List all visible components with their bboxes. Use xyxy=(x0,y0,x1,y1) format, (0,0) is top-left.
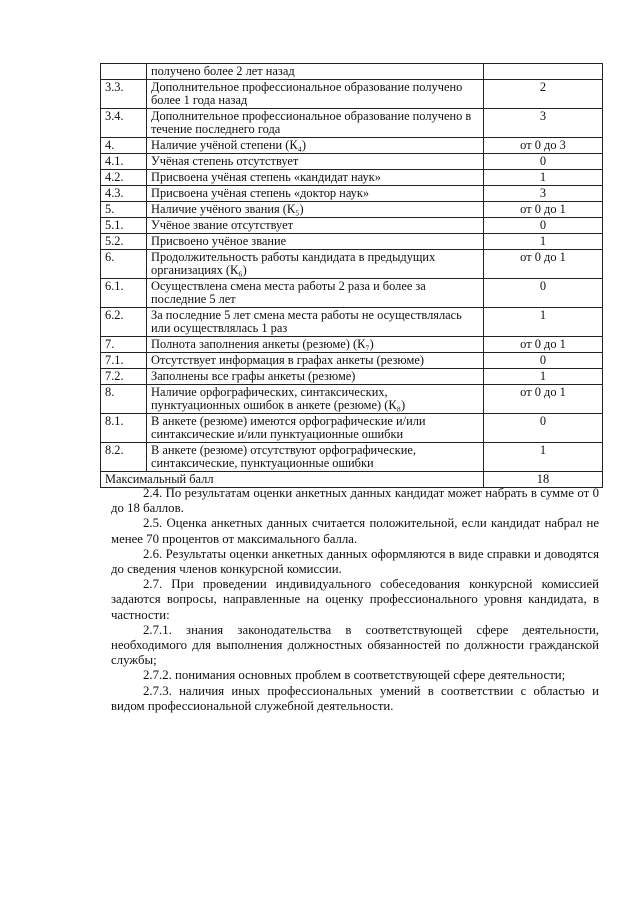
row-number: 5.2. xyxy=(101,234,147,250)
table-row xyxy=(101,138,603,154)
row-criterion: За последние 5 лет смена места работы не осуществлялась или осуществлялась 1 раз xyxy=(147,308,484,337)
row-criterion: Заполнены все графы анкеты (резюме) xyxy=(147,369,484,385)
table-row xyxy=(101,234,603,250)
row-criterion: Дополнительное профессиональное образование получено более 1 года назад xyxy=(147,80,484,109)
table-row xyxy=(101,443,603,472)
row-number: 6.1. xyxy=(101,279,147,308)
table-body xyxy=(101,64,603,488)
row-score: 0 xyxy=(484,218,603,234)
table-row xyxy=(101,353,603,369)
table-row xyxy=(101,218,603,234)
row-number: 8.1. xyxy=(101,414,147,443)
row-number: 8.2. xyxy=(101,443,147,472)
row-number: 6.2. xyxy=(101,308,147,337)
row-criterion: Продолжительность работы кандидата в предыдущих организациях (К₆) xyxy=(147,250,484,279)
row-number: 5. xyxy=(101,202,147,218)
row-score: 1 xyxy=(484,369,603,385)
table-row xyxy=(101,308,603,337)
row-criterion: В анкете (резюме) отсутствуют орфографические, синтаксические, пунктуационные ошибки xyxy=(147,443,484,472)
row-score: от 0 до 1 xyxy=(484,250,603,279)
row-criterion: Присвоено учёное звание xyxy=(147,234,484,250)
table-row xyxy=(101,369,603,385)
row-score: от 0 до 1 xyxy=(484,202,603,218)
row-score: 0 xyxy=(484,279,603,308)
paragraph-2-7-1: 2.7.1. знания законодательства в соответствующей сфере деятельности, необходимого для выполнения должностных обязанностей по должности гражданской службы; xyxy=(111,622,599,668)
paragraph-2-7: 2.7. При проведении индивидуального собеседования конкурсной комиссией задаются вопросы, направленные на оценку профессионального уровня кандидата, в частности: xyxy=(111,577,599,622)
row-criterion: получено более 2 лет назад xyxy=(147,64,484,80)
row-criterion: Присвоена учёная степень «кандидат наук» xyxy=(147,170,484,186)
row-number: 7.1. xyxy=(101,353,147,369)
row-score: 0 xyxy=(484,414,603,443)
row-criterion: В анкете (резюме) имеются орфографические и/или синтаксические и/или пунктуационные ошибки xyxy=(147,414,484,443)
row-criterion: Осуществлена смена места работы 2 раза и более за последние 5 лет xyxy=(147,279,484,308)
row-score: от 0 до 3 xyxy=(484,138,603,154)
row-score: 1 xyxy=(484,170,603,186)
row-score: 3 xyxy=(484,109,603,138)
row-score: от 0 до 1 xyxy=(484,337,603,353)
row-number: 4.2. xyxy=(101,170,147,186)
table-row xyxy=(101,186,603,202)
row-score: 0 xyxy=(484,353,603,369)
row-number: 4.1. xyxy=(101,154,147,170)
row-number: 8. xyxy=(101,385,147,414)
row-score: от 0 до 1 xyxy=(484,385,603,414)
total-label: Максимальный балл xyxy=(101,472,484,488)
row-number: 4. xyxy=(101,138,147,154)
row-number: 7.2. xyxy=(101,369,147,385)
table-row xyxy=(101,170,603,186)
paragraph-2-7-2: 2.7.2. понимания основных проблем в соответствующей сфере деятельности; xyxy=(143,668,566,683)
table-row xyxy=(101,109,603,138)
paragraph-2-5: 2.5. Оценка анкетных данных считается положительной, если кандидат набрал не менее 70 процентов от максимального балла. xyxy=(111,516,599,546)
table-row xyxy=(101,385,603,414)
paragraph-2-7-3: 2.7.3. наличия иных профессиональных умений в соответствии с областью и видом профессиональной служебной деятельности. xyxy=(111,683,599,713)
table-row xyxy=(101,414,603,443)
row-number: 3.4. xyxy=(101,109,147,138)
row-criterion: Присвоена учёная степень «доктор наук» xyxy=(147,186,484,202)
paragraph-2-4: 2.4. По результатам оценки анкетных данных кандидат может набрать в сумме от 0 до 18 баллов. xyxy=(111,486,599,516)
row-score: 1 xyxy=(484,443,603,472)
row-criterion: Учёная степень отсутствует xyxy=(147,154,484,170)
table-row xyxy=(101,64,603,80)
row-criterion: Отсутствует информация в графах анкеты (резюме) xyxy=(147,353,484,369)
body-text xyxy=(111,486,599,714)
row-number: 6. xyxy=(101,250,147,279)
row-criterion: Учёное звание отсутствует xyxy=(147,218,484,234)
table-row xyxy=(101,80,603,109)
table-row xyxy=(101,250,603,279)
row-score xyxy=(484,64,603,80)
row-number: 7. xyxy=(101,337,147,353)
row-number: 5.1. xyxy=(101,218,147,234)
paragraph-2-6: 2.6. Результаты оценки анкетных данных оформляются в виде справки и доводятся до сведения членов конкурсной комиссии. xyxy=(111,546,599,577)
row-criterion: Полнота заполнения анкеты (резюме) (К₇) xyxy=(147,337,484,353)
row-criterion: Дополнительное профессиональное образование получено в течение последнего года xyxy=(147,109,484,138)
table-row xyxy=(101,202,603,218)
criteria-score-table xyxy=(100,63,603,488)
row-score: 1 xyxy=(484,308,603,337)
row-score: 1 xyxy=(484,234,603,250)
total-score: 18 xyxy=(484,472,603,488)
row-score: 0 xyxy=(484,154,603,170)
row-score: 2 xyxy=(484,80,603,109)
row-score: 3 xyxy=(484,186,603,202)
row-criterion: Наличие учёной степени (К₄) xyxy=(147,138,484,154)
row-criterion: Наличие орфографических, синтаксических, пунктуационных ошибок в анкете (резюме) (К₈) xyxy=(147,385,484,414)
row-number xyxy=(101,64,147,80)
table-row xyxy=(101,154,603,170)
table-row xyxy=(101,279,603,308)
table-row xyxy=(101,337,603,353)
row-number: 4.3. xyxy=(101,186,147,202)
row-criterion: Наличие учёного звания (К₅) xyxy=(147,202,484,218)
row-number: 3.3. xyxy=(101,80,147,109)
